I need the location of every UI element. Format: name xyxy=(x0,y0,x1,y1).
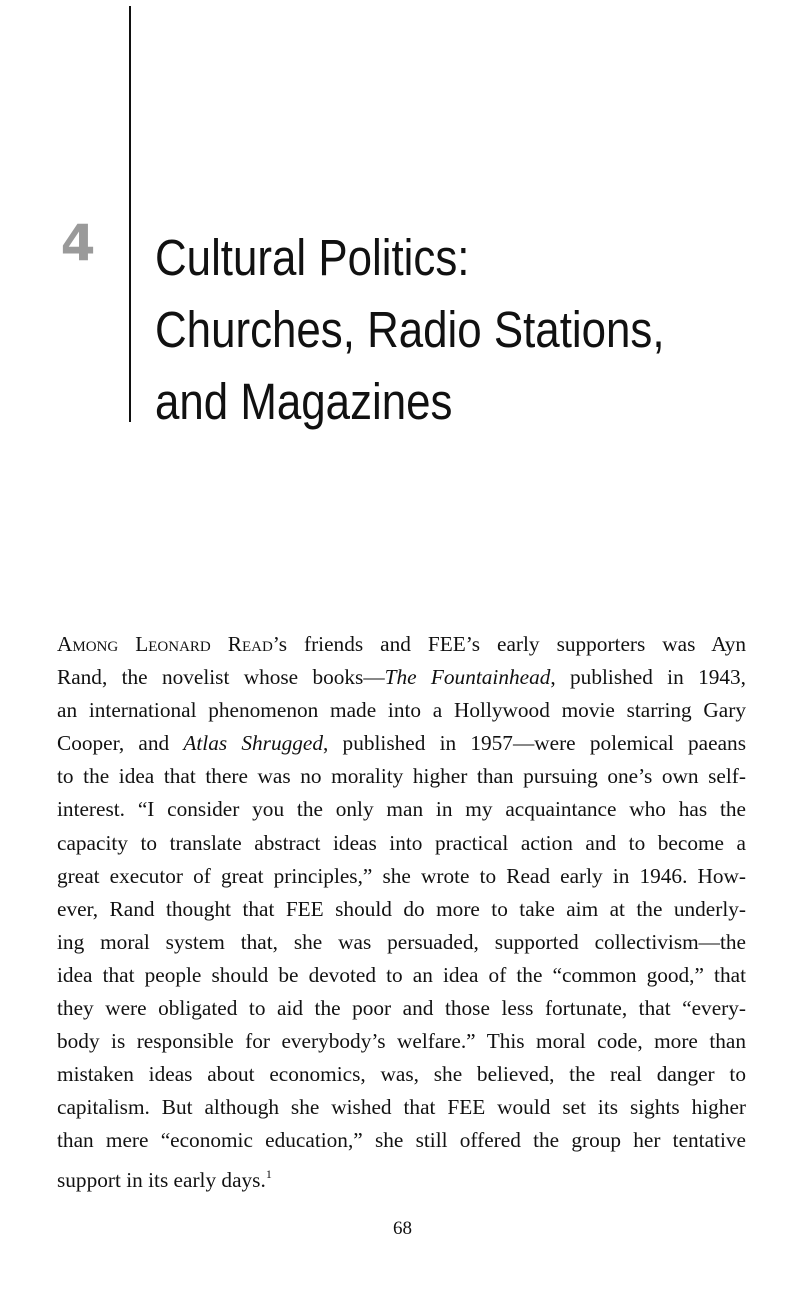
text-line: capitalism. But although she wished that FEE would set its sights higher xyxy=(57,1095,746,1120)
text-line: idea that people should be devoted to an idea of the “common good,” that xyxy=(57,962,746,987)
text-line: ever, Rand thought that FEE should do more to take aim at the underly- xyxy=(57,896,746,921)
chapter-number: 4 xyxy=(60,214,94,272)
footnote-marker: 1 xyxy=(265,1166,272,1181)
text-line: interest. “I consider you the only man in my acquaintance who has the xyxy=(57,797,746,822)
text-line: than mere “economic education,” she still offered the group her tentative xyxy=(57,1128,746,1153)
body-paragraph xyxy=(57,628,746,1197)
book-title-atlas-shrugged: Atlas Shrugged xyxy=(183,731,323,756)
chapter-title-line-3: and Magazines xyxy=(155,373,453,430)
text-line: Rand, the novelist whose books—The Fountainhead, published in 1943, xyxy=(57,665,746,690)
book-title-fountainhead: The Fountainhead xyxy=(384,665,551,690)
chapter-title xyxy=(155,222,688,438)
chapter-title-line-2: Churches, Radio Stations, xyxy=(155,301,665,358)
text-line: an international phenomenon made into a Hollywood movie starring Gary xyxy=(57,698,746,723)
text-line: mistaken ideas about economics, was, she believed, the real danger to xyxy=(57,1062,746,1087)
text-line: great executor of great principles,” she wrote to Read early in 1946. How- xyxy=(57,863,746,888)
text-line: ing moral system that, she was persuaded, supported collectivism—the xyxy=(57,929,746,954)
text-line: Cooper, and Atlas Shrugged, published in 1957—were polemical paeans xyxy=(57,731,746,756)
opening-smallcaps: Among Leonard Read xyxy=(57,632,273,656)
text-line: Among Leonard Read’s friends and FEE’s early supporters was Ayn xyxy=(57,632,746,656)
text-line: they were obligated to aid the poor and those less fortunate, that “every- xyxy=(57,996,746,1021)
page-number: 68 xyxy=(393,1218,412,1239)
text-line: capacity to translate abstract ideas into practical action and to become a xyxy=(57,830,746,855)
text-line: support in its early days.$^1$ xyxy=(57,1166,272,1192)
text-line: to the idea that there was no morality higher than pursuing one’s own self- xyxy=(57,764,746,789)
chapter-title-line-1: Cultural Politics: xyxy=(155,229,470,286)
vertical-rule xyxy=(129,6,131,422)
text-line: body is responsible for everybody’s welfare.” This moral code, more than xyxy=(57,1029,746,1054)
